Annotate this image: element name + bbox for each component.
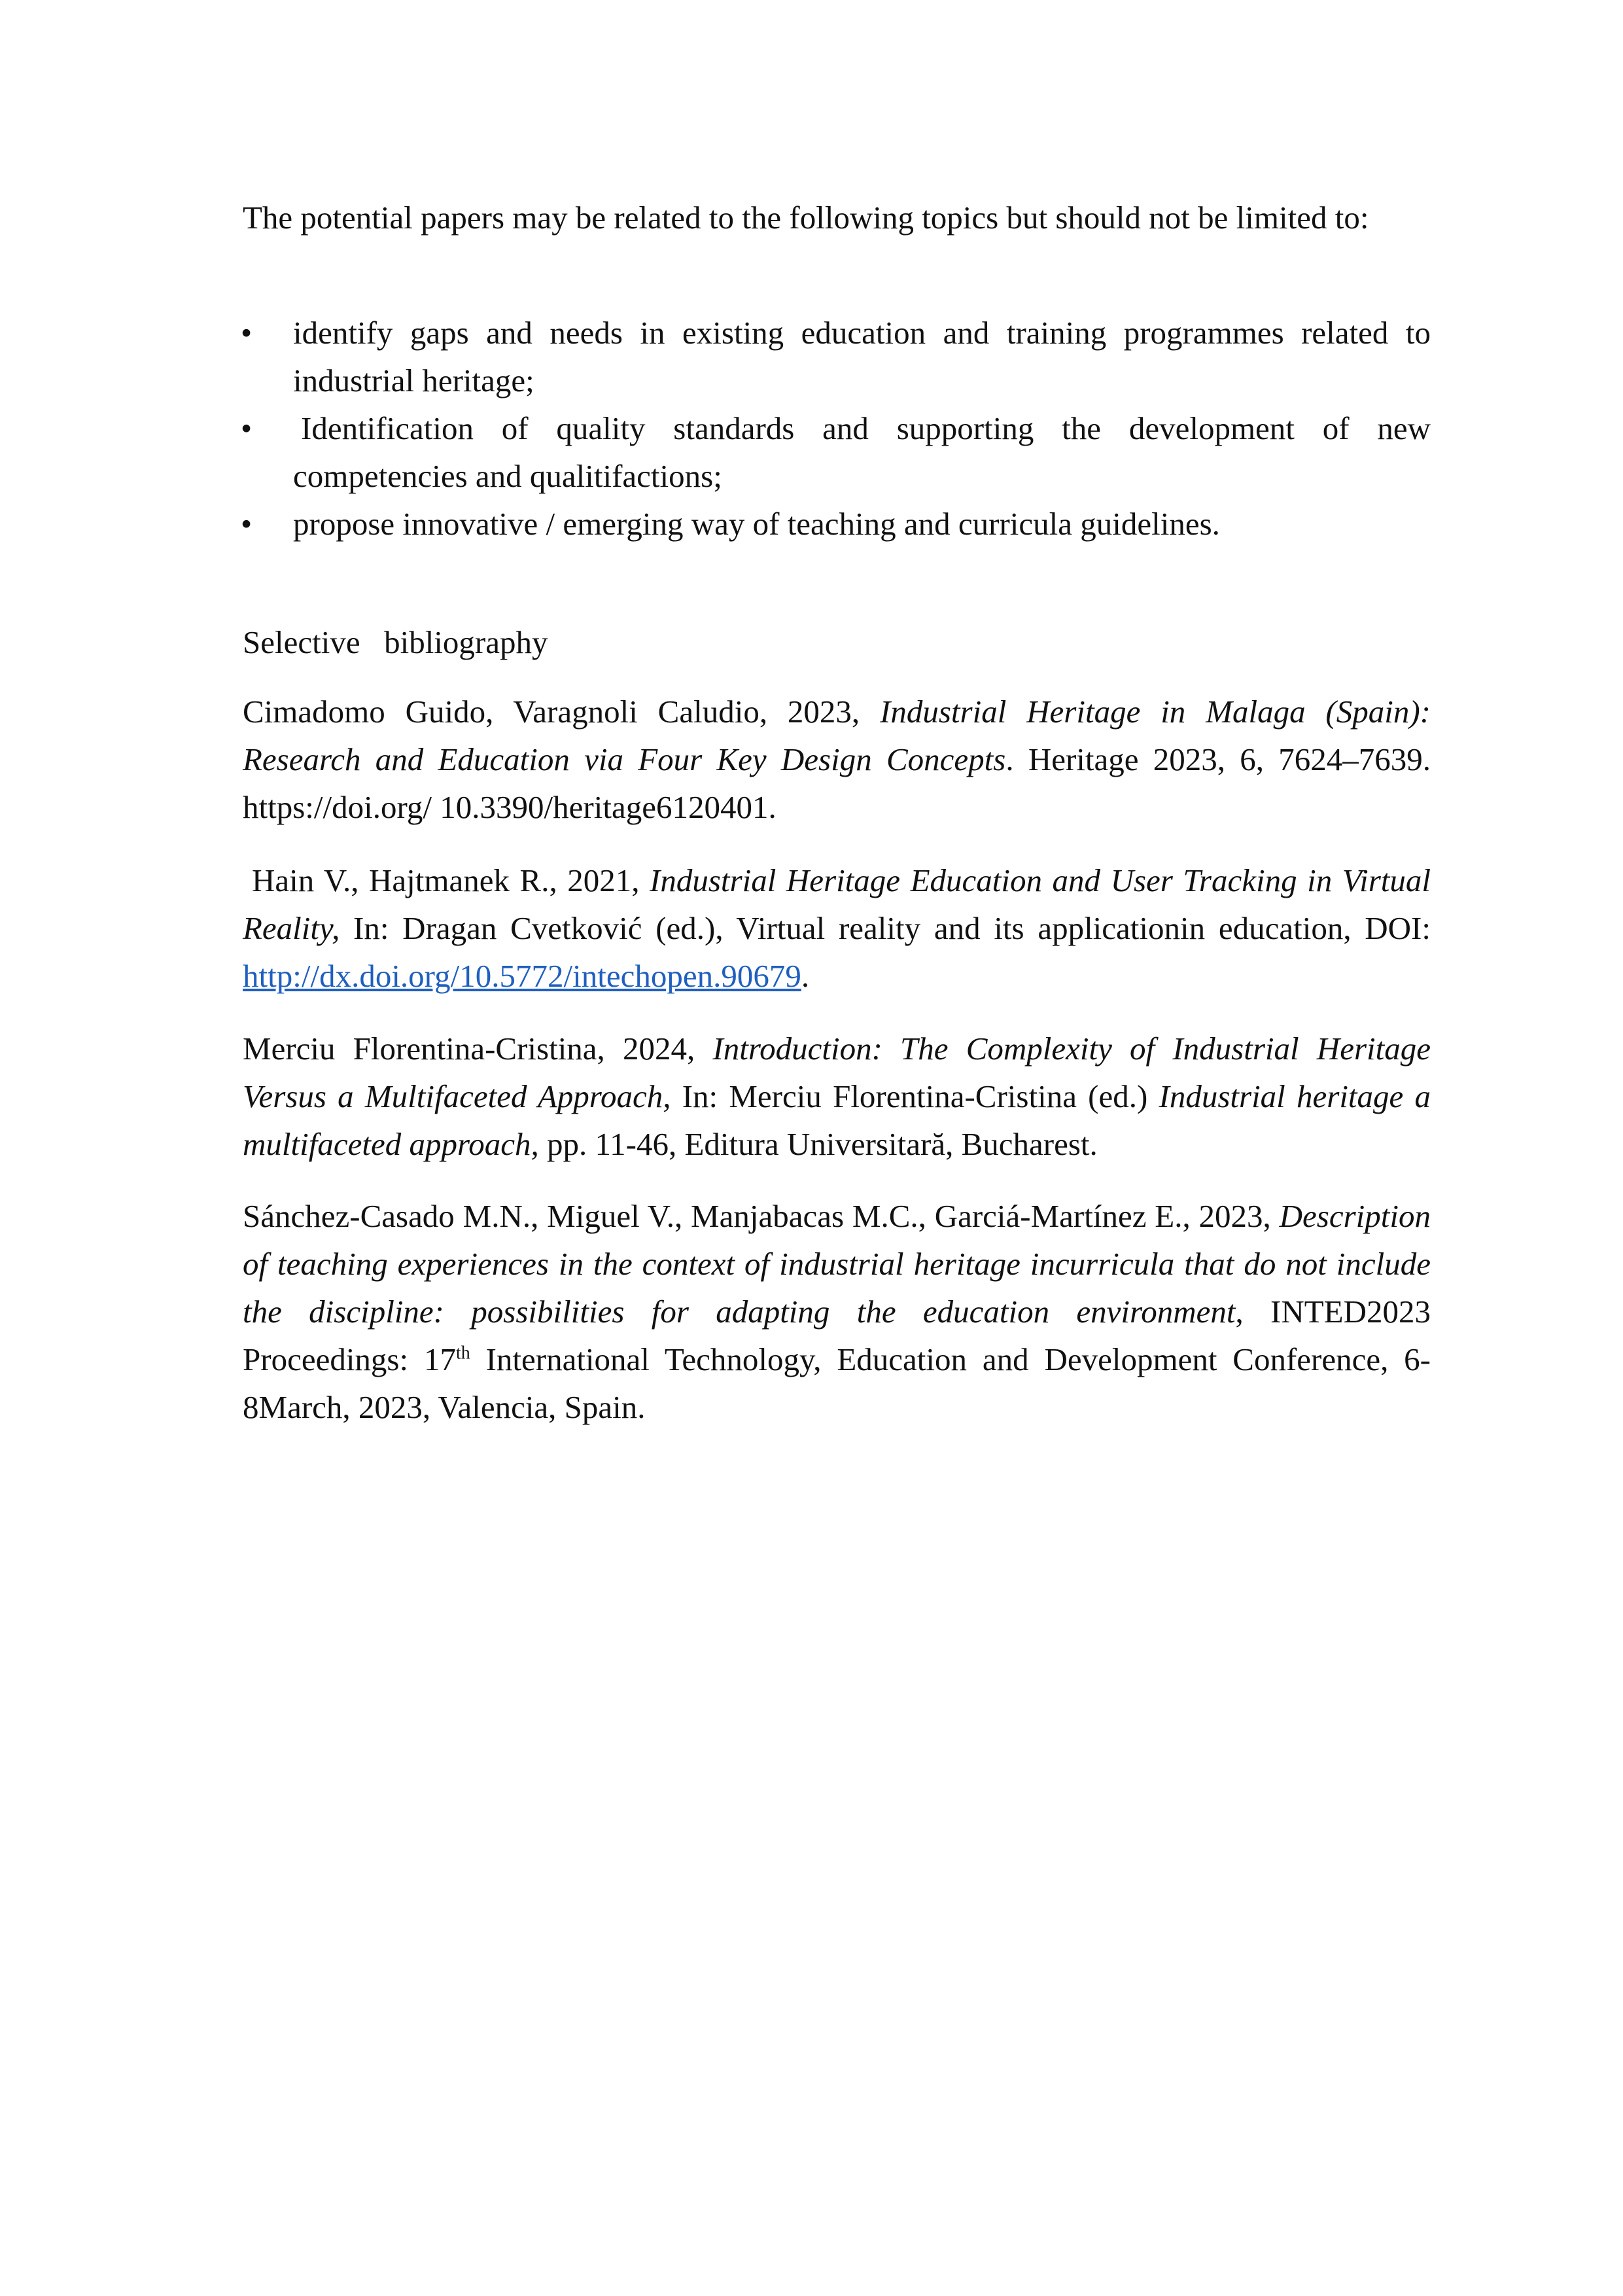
ref-details: In: Merciu Florentina-Cristina (ed.): [671, 1078, 1159, 1114]
topics-list: [241, 309, 1431, 548]
ref-details: , INTED2023 Proceedings: 17: [243, 1294, 1431, 1377]
bullet-icon: •: [241, 315, 253, 351]
list-item: [241, 500, 1431, 548]
bullet-icon: •: [241, 506, 253, 542]
doi-link[interactable]: http://dx.doi.org/10.5772/intechopen.90679: [243, 958, 801, 994]
bibliography-entry: [243, 1025, 1431, 1168]
ref-title: Industrial Heritage Education and User Tracking in Virtual Reality,: [243, 862, 1431, 946]
intro-paragraph: The potential papers may be related to the following topics but should not be limited to:: [243, 200, 1369, 236]
ordinal-suffix: th: [455, 1343, 470, 1364]
ref-end: .: [801, 958, 810, 994]
ref-title: Description of teaching experiences in the context of industrial heritage incurricula that do not include the discipline: possibilities for adapting the education environment: [243, 1198, 1431, 1330]
bibliography-entry: [243, 857, 1431, 1000]
ref-book-title: Industrial heritage a multifaceted approach,: [243, 1078, 1431, 1162]
ref-authors: Merciu Florentina-Cristina, 2024,: [243, 1031, 713, 1067]
bibliography-heading: Selective bibliography: [243, 624, 548, 660]
list-item-text: propose innovative / emerging way of teaching and curricula guidelines.: [293, 506, 1220, 542]
ref-title: Industrial Heritage in Malaga (Spain): Research and Education via Four Key Design Concepts: [243, 694, 1431, 777]
ref-title: Introduction: The Complexity of Industrial Heritage Versus a Multifaceted Approach,: [243, 1031, 1431, 1114]
ref-authors: Cimadomo Guido, Varagnoli Caludio, 2023,: [243, 694, 881, 730]
list-item-text: identify gaps and needs in existing education and training programmes related to industrial heritage;: [293, 315, 1431, 398]
ref-details: In: Dragan Cvetković (ed.), Virtual reality and its applicationin education, DOI:: [340, 910, 1431, 946]
ref-authors: Sánchez-Casado M.N., Miguel V., Manjabacas M.C., Garciá-Martínez E., 2023,: [243, 1198, 1280, 1234]
bibliography-entry: [243, 688, 1431, 831]
bibliography-entry: [243, 1192, 1431, 1431]
ref-publisher: pp. 11-46, Editura Universitară, Bucharest.: [538, 1126, 1098, 1162]
list-item: [241, 404, 1431, 500]
ref-details: . Heritage 2023, 6, 7624–7639. https://doi.org/ 10.3390/heritage6120401.: [243, 741, 1431, 825]
list-item: [241, 309, 1431, 404]
bullet-icon: •: [241, 410, 253, 446]
list-item-text: Identification of quality standards and supporting the development of new competencies and qualitifactions;: [293, 410, 1431, 494]
ref-authors: Hain V., Hajtmanek R., 2021,: [252, 862, 650, 898]
ref-conference: International Technology, Education and Development Conference, 6-8March, 2023, Valencia, Spain.: [243, 1341, 1431, 1425]
